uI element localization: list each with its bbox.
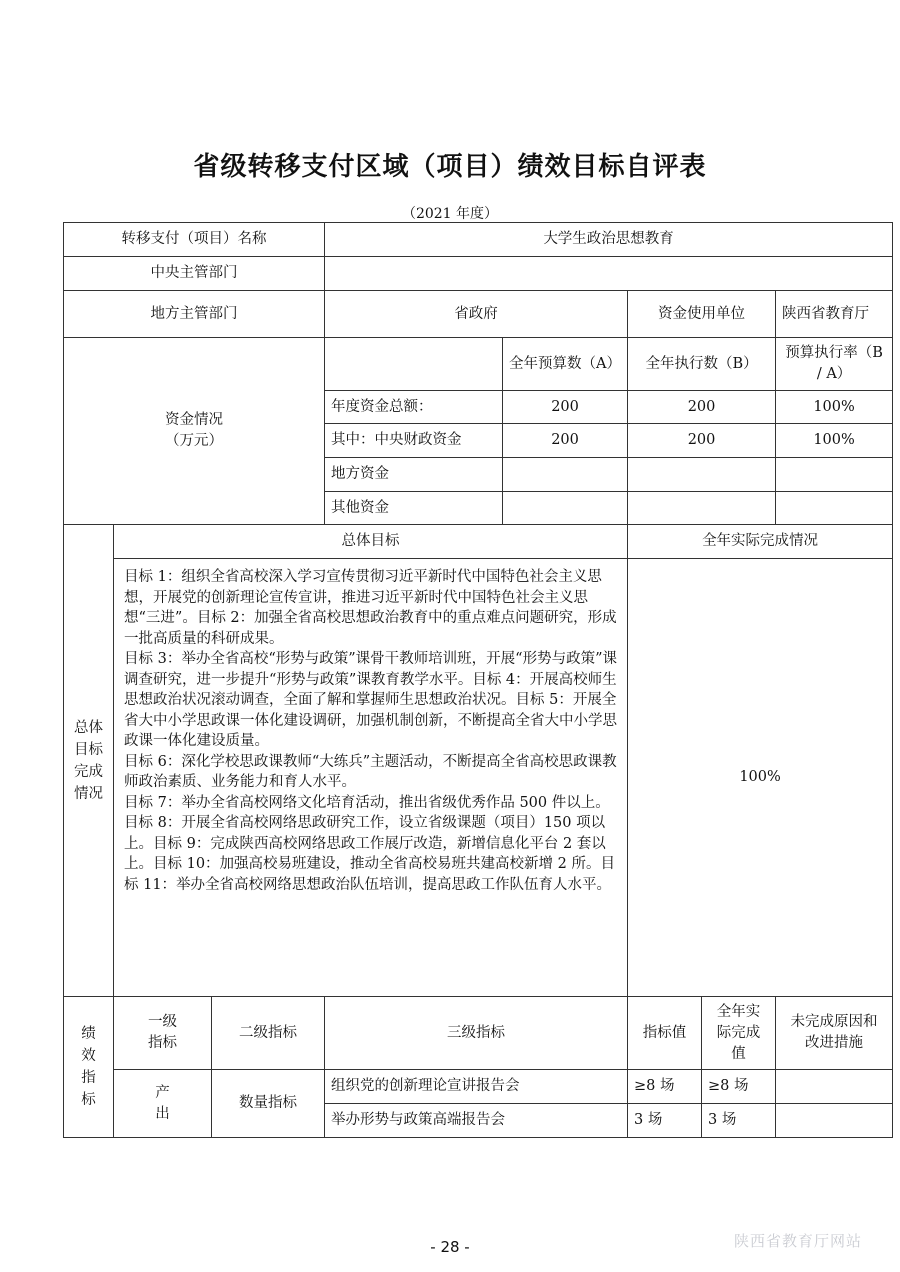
site-watermark: 陕西省教育厅网站: [734, 1232, 863, 1250]
funds-label-line1: 资金情况: [165, 412, 224, 428]
funds-row-a: [503, 458, 628, 492]
indicator-header-value: 指标值: [628, 997, 702, 1070]
fund-unit-value: 陕西省教育厅: [776, 291, 893, 338]
funds-row-rate: [776, 492, 893, 525]
central-dept-value: [325, 257, 893, 291]
indicator-header-reason: [776, 997, 893, 1070]
indicator-header-row: [64, 997, 893, 1070]
overall-goals-text: [114, 559, 628, 997]
funds-row-b: [628, 492, 776, 525]
indicator-header-level2: 二级指标: [212, 997, 325, 1070]
goal-paragraph: 目标 3：举办全省高校“形势与政策”课骨干教师培训班，开展“形势与政策”课调查研究，进一步提升“形势与政策”课教育教学水平。目标 4：开展高校师生思想政治状况滚动调查，全面了解和掌握师生思想政治状况。目标 5：开展全省大中小学思政课一体化建设调研，加强机制创新，不断提高全省大中小学思政课一体化建设质量。: [124, 651, 617, 749]
funds-header-row: [64, 338, 893, 391]
page-title: 省级转移支付区域（项目）绩效目标自评表: [193, 152, 707, 182]
funds-row-rate: 100%: [776, 391, 893, 424]
funds-header-rate: 预算执行率（B / A）: [776, 338, 893, 391]
funds-row-a: [503, 492, 628, 525]
funds-row-label: 其他资金: [325, 492, 503, 525]
funds-row-b: 200: [628, 391, 776, 424]
goal-paragraph: 目标 8：开展全省高校网络思政研究工作，设立省级课题（项目）150 项以上。目标 9：完成陕西高校网络思政工作展厅改造，新增信息化平台 2 套以上。目标 10：加强高校易班建设，推动全省高校易班共建高校新增 2 所。目标 11：举办全省高校网络思想政治队伍培训，提高思政工作队伍育人水平。: [124, 815, 616, 893]
overall-done-value: 100%: [628, 559, 893, 997]
indicator-header-level1: [114, 997, 212, 1070]
overall-done-header: 全年实际完成情况: [628, 525, 893, 559]
indicator-actual: ≥8 场: [702, 1070, 776, 1104]
goal-paragraph: 目标 7：举办全省高校网络文化培育活动，推出省级优秀作品 500 件以上。: [124, 794, 610, 811]
indicator-header-actual-text: 全年实际完成值: [716, 1003, 761, 1062]
overall-side-label-text: 总体目标完成情况: [74, 719, 103, 802]
funds-row-a: 200: [503, 391, 628, 424]
indicator-level2: 数量指标: [212, 1070, 325, 1138]
goal-paragraph: 目标 6：深化学校思政课教师“大练兵”主题活动，不断提高全省高校思政课教师政治素质、业务能力和育人水平。: [124, 753, 617, 790]
funds-row-rate: [776, 458, 893, 492]
indicator-header-level1-text: 一级指标: [147, 1014, 177, 1051]
funds-label-line2: （万元）: [165, 433, 224, 449]
overall-goal-header: 总体目标: [114, 525, 628, 559]
funds-header-b: 全年执行数（B）: [628, 338, 776, 391]
project-name-label: 转移支付（项目）名称: [64, 223, 325, 257]
fiscal-year: （2021 年度）: [401, 206, 499, 222]
indicator-row: [64, 1070, 893, 1104]
funds-row-rate: 100%: [776, 424, 893, 458]
indicator-actual: 3 场: [702, 1104, 776, 1138]
funds-header-a: 全年预算数（A）: [503, 338, 628, 391]
local-dept-value: 省政府: [325, 291, 628, 338]
funds-header-blank: [325, 338, 503, 391]
page-number: - 28 -: [430, 1238, 470, 1256]
project-name-value: 大学生政治思想教育: [325, 223, 893, 257]
local-dept-label: 地方主管部门: [64, 291, 325, 338]
indicator-side-label-text: 绩效指标: [81, 1026, 96, 1108]
indicator-reason: [776, 1070, 893, 1104]
funds-row-b: 200: [628, 424, 776, 458]
indicator-header-reason-text: 未完成原因和改进措施: [790, 1014, 878, 1051]
evaluation-table: [63, 222, 893, 1138]
central-dept-row: [64, 257, 893, 291]
funds-row-a: 200: [503, 424, 628, 458]
indicator-name: 组织党的创新理论宣讲报告会: [325, 1070, 628, 1104]
central-dept-label: 中央主管部门: [64, 257, 325, 291]
overall-side-label: [64, 525, 114, 997]
project-name-row: [64, 223, 893, 257]
funds-row-b: [628, 458, 776, 492]
overall-header-row: [64, 525, 893, 559]
fund-unit-label: 资金使用单位: [628, 291, 776, 338]
funds-label: [64, 338, 325, 525]
indicator-value: 3 场: [628, 1104, 702, 1138]
indicator-reason: [776, 1104, 893, 1138]
local-dept-row: [64, 291, 893, 338]
overall-content-row: [64, 559, 893, 997]
indicator-side-label: [64, 997, 114, 1138]
funds-row-label: 地方资金: [325, 458, 503, 492]
indicator-header-actual: [702, 997, 776, 1070]
indicator-value: ≥8 场: [628, 1070, 702, 1104]
indicator-level1: [114, 1070, 212, 1138]
goal-paragraph: 目标 1：组织全省高校深入学习宣传贯彻习近平新时代中国特色社会主义思想，开展党的创新理论宣传宣讲，推进习近平新时代中国特色社会主义思想“三进”。目标 2：加强全省高校思想政治教育中的重点难点问题研究，形成一批高质量的科研成果。: [124, 569, 617, 647]
indicator-header-level3: 三级指标: [325, 997, 628, 1070]
funds-row-label: 年度资金总额：: [325, 391, 503, 424]
indicator-level1-text: 产出: [155, 1084, 170, 1122]
funds-row-label: 其中：中央财政资金: [325, 424, 503, 458]
indicator-name: 举办形势与政策高端报告会: [325, 1104, 628, 1138]
